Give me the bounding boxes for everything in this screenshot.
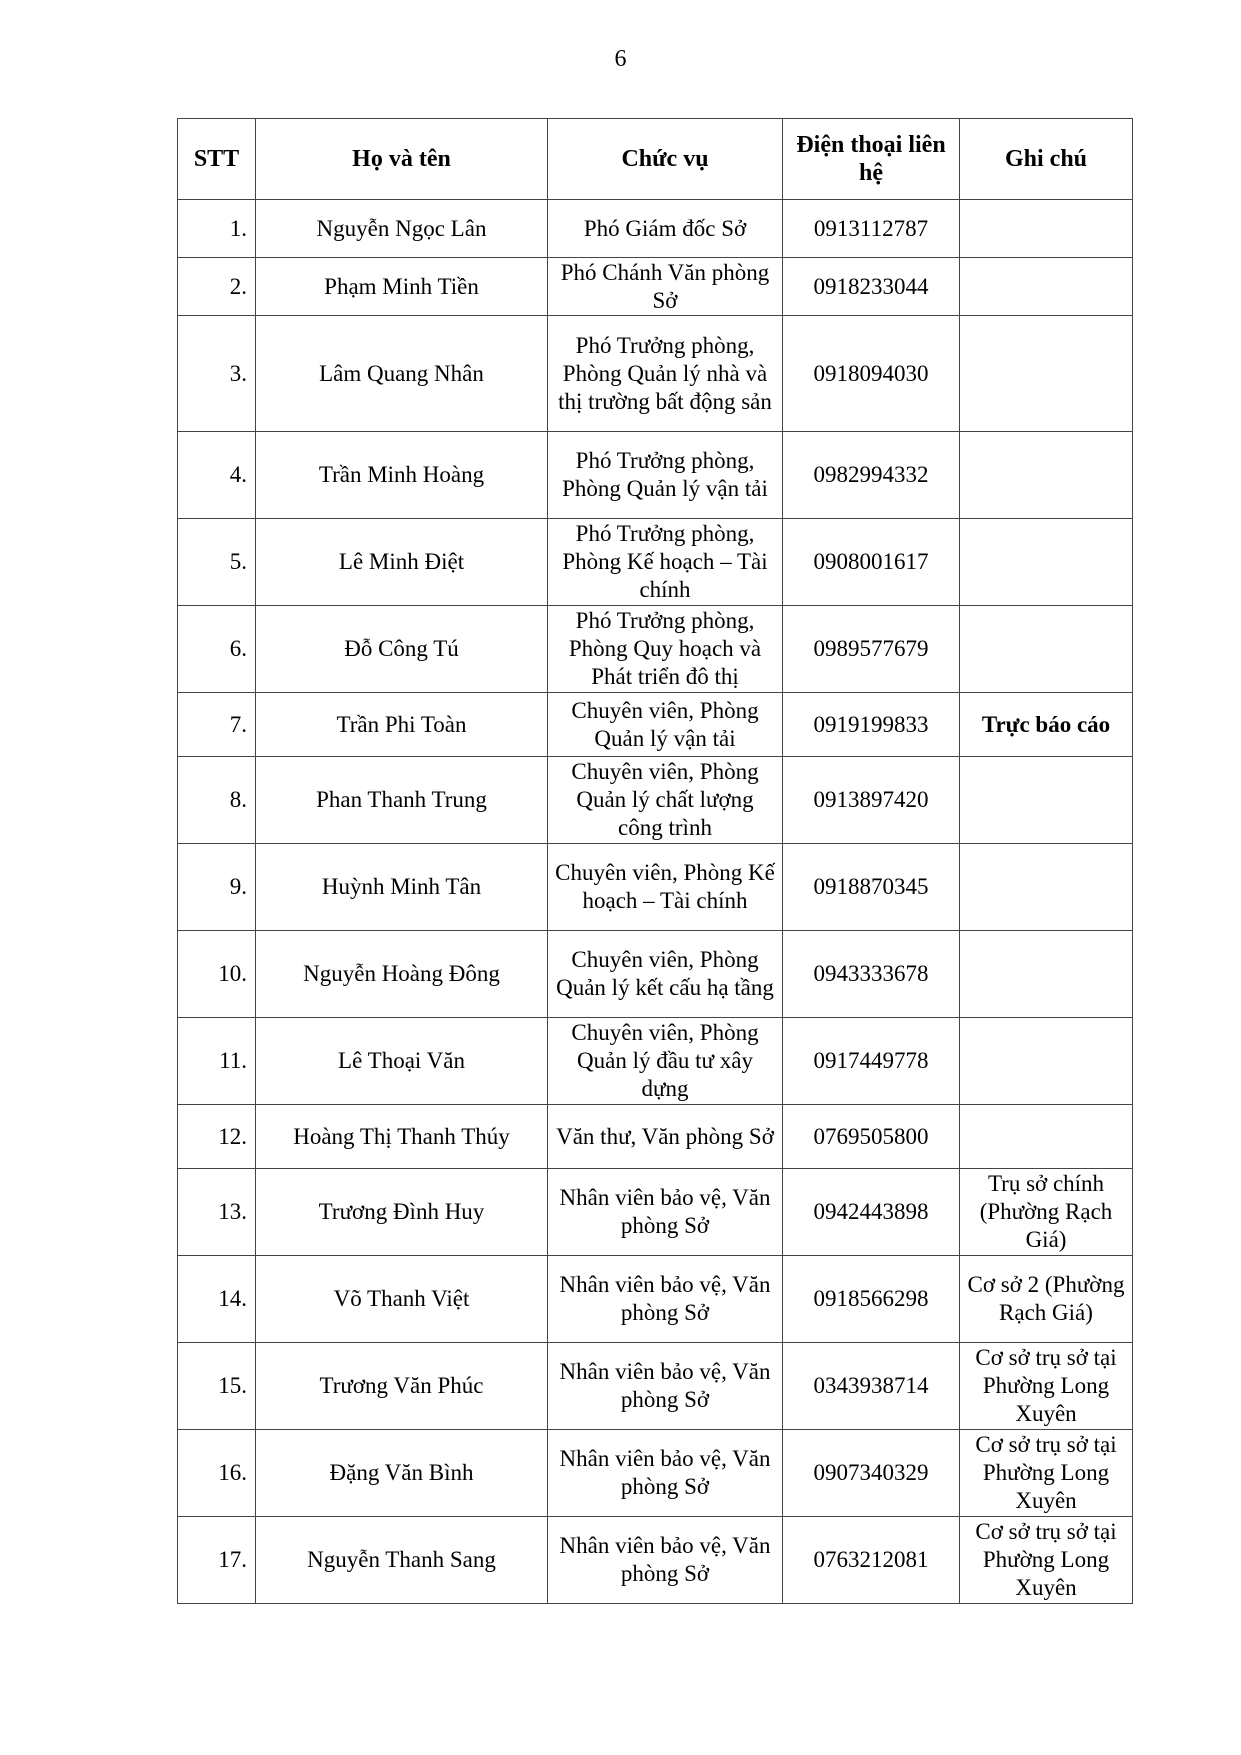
row-phone: 0982994332 xyxy=(783,432,960,519)
row-stt: 13. xyxy=(178,1169,256,1256)
table-row xyxy=(178,844,1133,931)
row-phone: 0919199833 xyxy=(783,693,960,757)
row-stt: 15. xyxy=(178,1343,256,1430)
row-phone: 0913897420 xyxy=(783,757,960,844)
header-note: Ghi chú xyxy=(960,119,1133,200)
row-role: Nhân viên bảo vệ, Văn phòng Sở xyxy=(548,1517,783,1604)
row-phone: 0918566298 xyxy=(783,1256,960,1343)
table-row xyxy=(178,757,1133,844)
table-row xyxy=(178,1430,1133,1517)
row-name: Hoàng Thị Thanh Thúy xyxy=(256,1105,548,1169)
row-note xyxy=(960,316,1133,432)
row-stt: 7. xyxy=(178,693,256,757)
row-phone: 0908001617 xyxy=(783,519,960,606)
row-name: Trương Văn Phúc xyxy=(256,1343,548,1430)
table-header-row xyxy=(178,119,1133,200)
row-note xyxy=(960,931,1133,1018)
row-stt: 4. xyxy=(178,432,256,519)
row-stt: 11. xyxy=(178,1018,256,1105)
table-row xyxy=(178,1517,1133,1604)
row-phone: 0943333678 xyxy=(783,931,960,1018)
row-stt: 9. xyxy=(178,844,256,931)
row-stt: 16. xyxy=(178,1430,256,1517)
row-note: Cơ sở trụ sở tại Phường Long Xuyên xyxy=(960,1343,1133,1430)
row-role: Chuyên viên, Phòng Quản lý đầu tư xây dựng xyxy=(548,1018,783,1105)
row-role: Văn thư, Văn phòng Sở xyxy=(548,1105,783,1169)
row-note: Cơ sở trụ sở tại Phường Long Xuyên xyxy=(960,1517,1133,1604)
row-stt: 3. xyxy=(178,316,256,432)
row-name: Nguyễn Ngọc Lân xyxy=(256,200,548,258)
table-row xyxy=(178,432,1133,519)
row-name: Huỳnh Minh Tân xyxy=(256,844,548,931)
row-name: Lê Thoại Văn xyxy=(256,1018,548,1105)
header-name: Họ và tên xyxy=(256,119,548,200)
row-name: Nguyễn Hoàng Đông xyxy=(256,931,548,1018)
row-role: Phó Trưởng phòng, Phòng Quản lý nhà và thị trường bất động sản xyxy=(548,316,783,432)
page-number: 6 xyxy=(614,46,627,72)
row-phone: 0918233044 xyxy=(783,258,960,316)
row-note xyxy=(960,258,1133,316)
row-note xyxy=(960,606,1133,693)
row-stt: 5. xyxy=(178,519,256,606)
row-stt: 2. xyxy=(178,258,256,316)
row-phone: 0343938714 xyxy=(783,1343,960,1430)
row-name: Lâm Quang Nhân xyxy=(256,316,548,432)
row-name: Đặng Văn Bình xyxy=(256,1430,548,1517)
row-stt: 1. xyxy=(178,200,256,258)
row-note xyxy=(960,1105,1133,1169)
table-row xyxy=(178,931,1133,1018)
row-note: Cơ sở 2 (Phường Rạch Giá) xyxy=(960,1256,1133,1343)
row-role: Phó Trưởng phòng, Phòng Quản lý vận tải xyxy=(548,432,783,519)
row-name: Phan Thanh Trung xyxy=(256,757,548,844)
row-phone: 0918870345 xyxy=(783,844,960,931)
row-phone: 0918094030 xyxy=(783,316,960,432)
row-phone: 0763212081 xyxy=(783,1517,960,1604)
table-row xyxy=(178,1105,1133,1169)
row-stt: 6. xyxy=(178,606,256,693)
table-row xyxy=(178,258,1133,316)
header-phone: Điện thoại liên hệ xyxy=(783,119,960,200)
table-row xyxy=(178,519,1133,606)
row-role: Nhân viên bảo vệ, Văn phòng Sở xyxy=(548,1256,783,1343)
row-name: Trần Minh Hoàng xyxy=(256,432,548,519)
row-phone: 0907340329 xyxy=(783,1430,960,1517)
row-note: Trực báo cáo xyxy=(960,693,1133,757)
row-phone: 0769505800 xyxy=(783,1105,960,1169)
row-role: Phó Trưởng phòng, Phòng Kế hoạch – Tài chính xyxy=(548,519,783,606)
row-note xyxy=(960,1018,1133,1105)
row-note xyxy=(960,844,1133,931)
table-row xyxy=(178,1343,1133,1430)
row-phone: 0913112787 xyxy=(783,200,960,258)
row-role: Chuyên viên, Phòng Quản lý kết cấu hạ tầng xyxy=(548,931,783,1018)
table-row xyxy=(178,1169,1133,1256)
row-stt: 17. xyxy=(178,1517,256,1604)
row-note xyxy=(960,200,1133,258)
header-stt: STT xyxy=(178,119,256,200)
table-row xyxy=(178,1256,1133,1343)
row-phone: 0942443898 xyxy=(783,1169,960,1256)
row-role: Phó Chánh Văn phòng Sở xyxy=(548,258,783,316)
row-name: Trần Phi Toàn xyxy=(256,693,548,757)
table-row xyxy=(178,200,1133,258)
row-note: Trụ sở chính (Phường Rạch Giá) xyxy=(960,1169,1133,1256)
row-note xyxy=(960,757,1133,844)
row-name: Nguyễn Thanh Sang xyxy=(256,1517,548,1604)
row-role: Chuyên viên, Phòng Quản lý chất lượng công trình xyxy=(548,757,783,844)
row-role: Nhân viên bảo vệ, Văn phòng Sở xyxy=(548,1430,783,1517)
row-role: Nhân viên bảo vệ, Văn phòng Sở xyxy=(548,1169,783,1256)
row-stt: 8. xyxy=(178,757,256,844)
table-row xyxy=(178,693,1133,757)
row-name: Phạm Minh Tiền xyxy=(256,258,548,316)
row-role: Phó Trưởng phòng, Phòng Quy hoạch và Phát triển đô thị xyxy=(548,606,783,693)
row-role: Nhân viên bảo vệ, Văn phòng Sở xyxy=(548,1343,783,1430)
row-role: Chuyên viên, Phòng Kế hoạch – Tài chính xyxy=(548,844,783,931)
row-note xyxy=(960,519,1133,606)
row-note xyxy=(960,432,1133,519)
row-name: Đỗ Công Tú xyxy=(256,606,548,693)
table-row xyxy=(178,1018,1133,1105)
row-name: Võ Thanh Việt xyxy=(256,1256,548,1343)
row-phone: 0989577679 xyxy=(783,606,960,693)
row-name: Trương Đình Huy xyxy=(256,1169,548,1256)
row-name: Lê Minh Điệt xyxy=(256,519,548,606)
row-role: Phó Giám đốc Sở xyxy=(548,200,783,258)
contact-table xyxy=(177,118,1133,1604)
row-note: Cơ sở trụ sở tại Phường Long Xuyên xyxy=(960,1430,1133,1517)
row-role: Chuyên viên, Phòng Quản lý vận tải xyxy=(548,693,783,757)
row-phone: 0917449778 xyxy=(783,1018,960,1105)
table-row xyxy=(178,606,1133,693)
header-role: Chức vụ xyxy=(548,119,783,200)
row-stt: 12. xyxy=(178,1105,256,1169)
row-stt: 14. xyxy=(178,1256,256,1343)
row-stt: 10. xyxy=(178,931,256,1018)
table-row xyxy=(178,316,1133,432)
